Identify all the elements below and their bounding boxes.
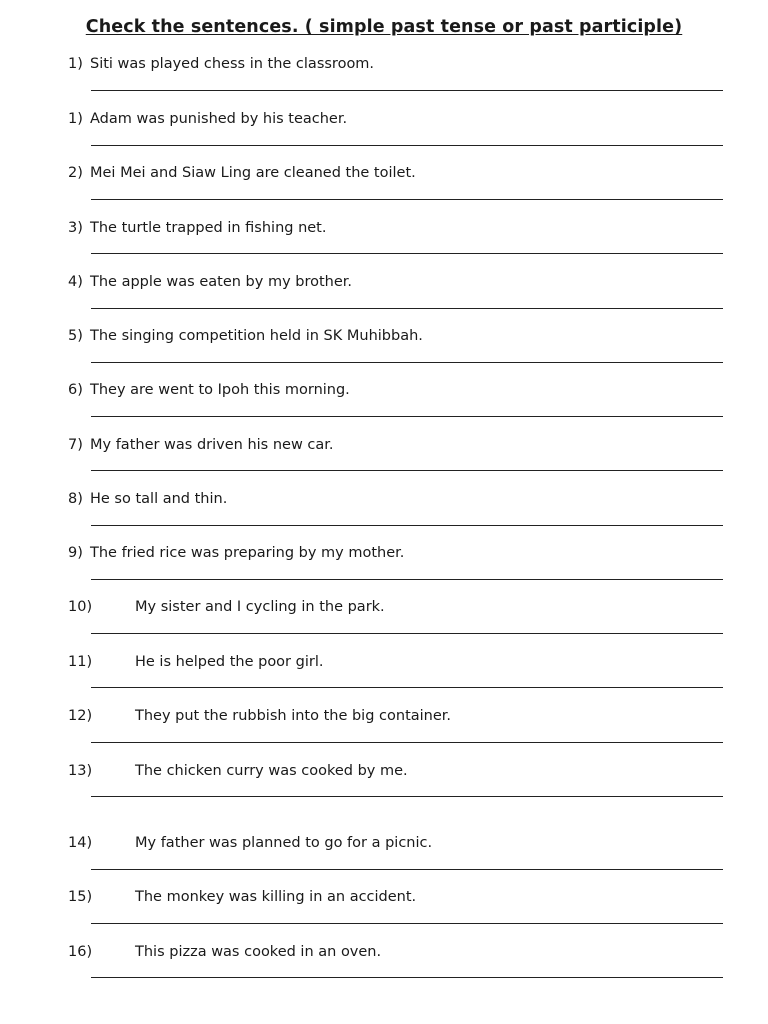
exercise-item [0,490,768,544]
item-number: 8) [68,491,83,507]
answer-line[interactable] [91,923,723,924]
exercise-item [0,762,768,816]
answer-line[interactable] [91,362,723,363]
answer-line[interactable] [91,977,723,978]
answer-line[interactable] [91,416,723,417]
item-number: 16) [68,944,93,960]
item-sentence: My father was driven his new car. [90,437,334,453]
item-number: 4) [68,274,83,290]
item-number: 10) [68,599,93,615]
item-sentence: Mei Mei and Siaw Ling are cleaned the toilet. [90,165,416,181]
item-sentence: Siti was played chess in the classroom. [90,56,375,72]
item-sentence: This pizza was cooked in an oven. [135,944,382,960]
item-sentence: They put the rubbish into the big container. [135,708,452,724]
item-sentence: The monkey was killing in an accident. [135,889,417,905]
item-number: 5) [68,328,83,344]
item-number: 13) [68,763,93,779]
exercise-item [0,381,768,435]
item-number: 1) [68,56,83,72]
item-number: 1) [68,111,83,127]
item-number: 11) [68,654,93,670]
exercise-item [0,834,768,888]
answer-line[interactable] [91,869,723,870]
answer-line[interactable] [91,308,723,309]
item-number: 3) [68,220,83,236]
item-sentence: The apple was eaten by my brother. [90,274,353,290]
answer-line[interactable] [91,579,723,580]
item-number: 6) [68,382,83,398]
exercise-item [0,943,768,997]
item-sentence: He is helped the poor girl. [135,654,324,670]
item-number: 7) [68,437,83,453]
exercise-item [0,544,768,598]
item-sentence: The chicken curry was cooked by me. [135,763,408,779]
exercise-item [0,436,768,490]
item-number: 2) [68,165,83,181]
item-number: 12) [68,708,93,724]
answer-line[interactable] [91,90,723,91]
item-sentence: He so tall and thin. [90,491,228,507]
item-sentence: The turtle trapped in fishing net. [90,220,327,236]
answer-line[interactable] [91,145,723,146]
exercise-item [0,110,768,164]
answer-line[interactable] [91,525,723,526]
item-number: 15) [68,889,93,905]
item-number: 14) [68,835,93,851]
exercise-item [0,164,768,218]
answer-line[interactable] [91,796,723,797]
answer-line[interactable] [91,742,723,743]
exercise-item [0,707,768,761]
item-sentence: My sister and I cycling in the park. [135,599,385,615]
exercise-item [0,55,768,109]
exercise-item [0,653,768,707]
exercise-item [0,327,768,381]
exercise-item [0,219,768,273]
item-sentence: The singing competition held in SK Muhibbah. [90,328,423,344]
answer-line[interactable] [91,253,723,254]
answer-line[interactable] [91,633,723,634]
answer-line[interactable] [91,470,723,471]
item-sentence: They are went to Ipoh this morning. [90,382,350,398]
answer-line[interactable] [91,199,723,200]
answer-line[interactable] [91,687,723,688]
exercise-item [0,888,768,942]
worksheet-title: Check the sentences. ( simple past tense or past participle) [85,17,683,37]
item-sentence: Adam was punished by his teacher. [90,111,348,127]
item-sentence: The fried rice was preparing by my mother. [90,545,405,561]
exercise-item [0,273,768,327]
item-sentence: My father was planned to go for a picnic. [135,835,433,851]
item-number: 9) [68,545,83,561]
exercise-item [0,598,768,652]
